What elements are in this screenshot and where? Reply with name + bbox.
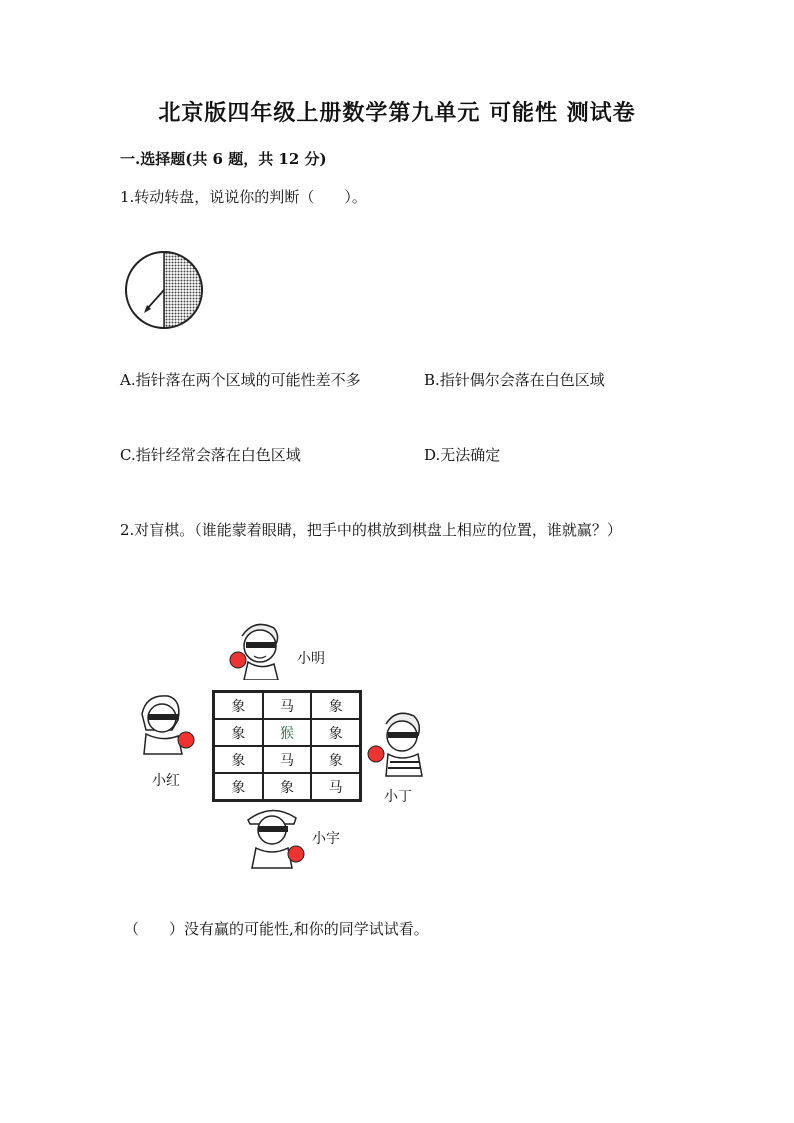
spinner-white-region [126, 252, 164, 328]
player-right-label: 小丁 [384, 789, 412, 805]
board-cell: 象 [214, 746, 263, 773]
question-1-option-a: A.指针落在两个区域的可能性差不多 [120, 371, 361, 389]
board-cell: 象 [263, 773, 312, 800]
board-cell: 象 [214, 719, 263, 746]
board-cell: 象 [214, 692, 263, 719]
question-1-option-d: D.无法确定 [424, 446, 501, 464]
board-cell: 象 [311, 746, 360, 773]
board-cell: 象 [311, 692, 360, 719]
player-top-label: 小明 [297, 651, 325, 667]
question-1-option-b: B.指针偶尔会落在白色区域 [424, 371, 605, 389]
section-heading: 一.选择题(共 6 题，共 12 分) [120, 150, 327, 168]
question-2-answer-line: （ ）没有赢的可能性,和你的同学试试看。 [124, 920, 429, 938]
board-cell: 象 [311, 719, 360, 746]
board-cell: 马 [311, 773, 360, 800]
kid-left-figure [132, 690, 202, 756]
question-1-option-c: C.指针经常会落在白色区域 [120, 446, 301, 464]
chess-board [212, 690, 362, 802]
kid-bottom-figure [236, 802, 310, 870]
spinner-shaded-region [164, 252, 202, 328]
kid-right-figure [364, 708, 430, 778]
board-cell: 象 [214, 773, 263, 800]
kid-top-figure [224, 614, 294, 680]
page-title: 北京版四年级上册数学第九单元 可能性 测试卷 [158, 100, 636, 126]
board-cell: 马 [263, 692, 312, 719]
board-cell: 马 [263, 746, 312, 773]
question-2-text: 2.对盲棋。（谁能蒙着眼睛，把手中的棋放到棋盘上相应的位置，谁就赢？） [120, 521, 622, 539]
spinner-diagram [120, 246, 208, 334]
board-cell: 猴 [263, 719, 312, 746]
player-left-label: 小红 [152, 773, 180, 789]
player-bottom-label: 小宇 [312, 831, 340, 847]
question-1-text: 1.转动转盘，说说你的判断（ ）。 [120, 188, 367, 206]
